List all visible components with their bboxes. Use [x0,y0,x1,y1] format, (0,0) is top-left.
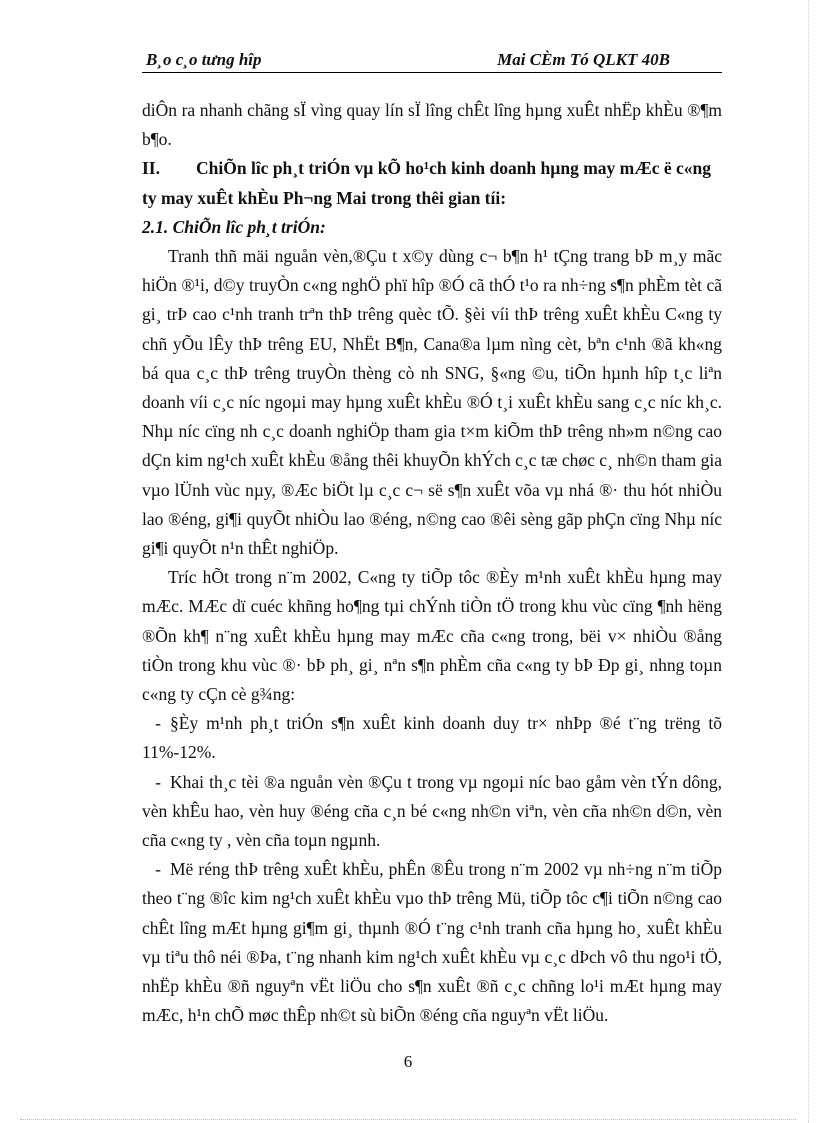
paragraph-continued: diÔn ra nhanh chãng sÏ vìng quay lín sÏ lîng chÊt lîng hµng xuÊt nhËp khÈu ®¶m b¶o. [142,100,722,150]
header-report-title: B¸o c¸o tưng hîp [146,50,262,69]
section-heading [142,154,722,212]
paragraph: Tríc hÕt trong n¨m 2002, C«ng ty tiÕp tôc ®Èy m¹nh xuÊt khÈu hµng may mÆc. MÆc dï cuéc khñng ho¶ng tµi chÝnh tiÒn tÖ trong khu vùc cïng ¶nh hëng ®Õn kh¶ n¨ng xuÊt khÈu hµng may mÆc cña c«ng trong, bëi v× nhiÒu ®ång tiÒn trong khu vùc ®· bÞ ph¸ gi¸ nªn s¶n phÈm cña c«ng ty bÞ Ðp gi¸ nhng toµn c«ng ty cÇn cè g¾ng: [142,567,722,705]
bullet-dash: - [155,859,161,880]
section-title: ChiÕn lîc ph¸t triÓn vµ kÕ ho¹ch kinh doanh hµng may mÆc ë c«ng ty may xuÊt khÈu Ph¬ng Mai trong thêi gian tíi: [142,158,712,208]
page-number: 6 [403,1052,413,1071]
header-author: Mai CÈm Tó QLKT 40B [497,50,670,69]
bullet-item [142,855,722,1030]
bullet-item [142,709,722,767]
page-bottom-divider [20,1119,796,1120]
document-body [142,96,722,1031]
page-right-divider [808,0,809,1123]
section-number: II. [142,158,160,179]
bullet-dash: - [155,771,161,792]
bullet-text: §Èy m¹nh ph¸t triÓn s¶n xuÊt kinh doanh duy tr× nhÞp ®é t¨ng trëng tõ 11%-12%. [142,713,722,763]
bullet-dash: - [155,713,161,734]
bullet-item [142,768,722,856]
bullet-text: Khai th¸c tèi ®a nguån vèn ®Çu t trong vµ ngoµi níc bao gåm vèn tÝn dông, vèn khÊu hao, vèn huy ®éng cña c¸n bé c«ng nh©n viªn, vèn cña nh©n d©n, vèn cña c«ng ty , vèn cña toµn ngµnh. [142,771,722,851]
page-header [142,50,722,73]
subsection-heading: 2.1. ChiÕn lîc ph¸t triÓn: [142,216,326,237]
paragraph: Tranh thñ mäi nguån vèn,®Çu t x©y dùng c¬ b¶n h¹ tÇng trang bÞ m¸y mãc hiÖn ®¹i, d©y truyÒn c«ng nghÖ phï hîp ®Ó cã thÓ t¹o ra nh÷ng s¶n phÈm tèt cã gi¸ trÞ cao c¹nh tranh trªn thÞ trêng quèc tÕ. §èi víi thÞ trêng xuÊt khÈu C«ng ty chñ yÕu lÊy thÞ trêng EU, NhËt B¶n, Cana®a lµm nìng cèt, bªn c¹nh ®ã kh«ng bá qua c¸c thÞ trêng truyÒn thèng cò nh SNG, §«ng ©u, tiÕn hµnh hîp t¸c liªn doanh víi c¸c níc ngoµi may hµng xuÊt khÈu ®Ó t¸i xuÊt khÈu sang c¸c níc kh¸c. Nhµ níc cïng nh c¸c doanh nghiÖp tham gia t×m kiÕm thÞ trêng nh»m n©ng cao dÇn kim ng¹ch xuÊt khÈu ®ång thêi khuyÕn khÝch c¸c tæ chøc c¸ nh©n tham gia vµo lÜnh vùc nµy, ®Æc biÖt lµ c¸c c¬ së s¶n xuÊt võa vµ nhá ®· thu hót nhiÒu lao ®éng, gi¶i quyÕt nhiÒu lao ®éng, n©ng cao ®êi sèng gãp phÇn cïng Nhµ níc gi¶i quyÕt n¹n thÊt nghiÖp. [142,246,722,559]
bullet-text: Më réng thÞ trêng xuÊt khÈu, phÊn ®Êu trong n¨m 2002 vµ nh÷ng n¨m tiÕp theo t¨ng ®îc kim ng¹ch xuÊt khÈu vµo thÞ trêng Mü, tiÕp tôc c¶i tiÕn n©ng cao chÊt lîng mÆt hµng gi¶m gi¸ thµnh ®Ó t¨ng c¹nh tranh cña hµng ho¸ xuÊt khÈu vµ tiªu thô néi ®Þa, t¨ng nhanh kim ng¹ch xuÊt khÈu vµ c¸c dÞch vô thu ngo¹i tÖ, nhËp khÈu ®ñ nguyªn vËt liÖu cho s¶n xuÊt ®ñ c¸c chñng lo¹i mÆt hµng may mÆc, h¹n chÕ møc thÊp nh©t sù biÕn ®éng cña nguyªn vËt liÖu. [142,859,722,1026]
